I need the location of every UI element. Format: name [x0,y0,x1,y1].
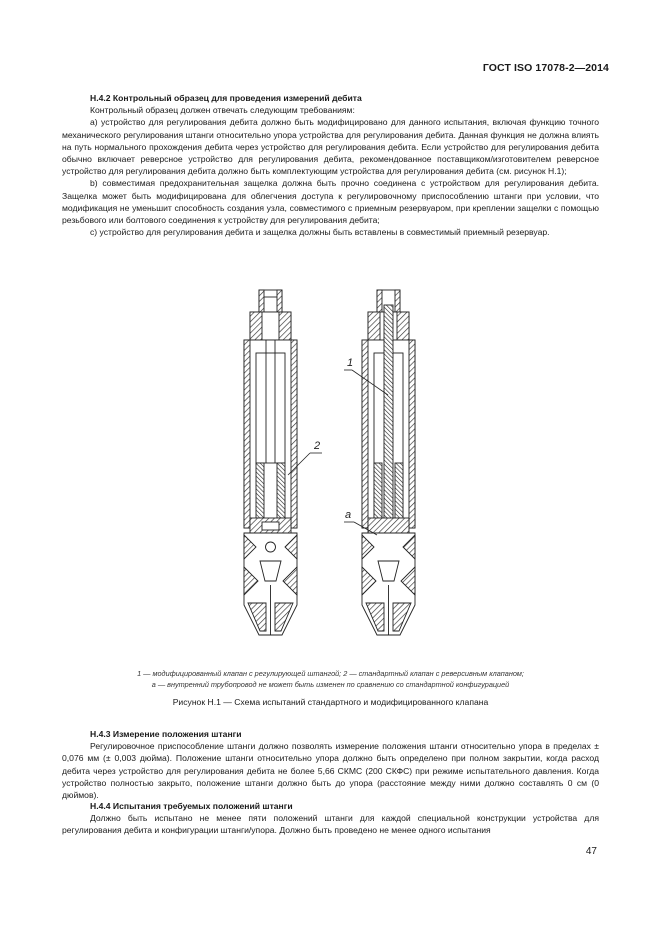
modified-valve [362,290,415,635]
section-h44 [62,800,599,837]
legend-line-1: 1 — модифицированный клапан с регулирующей штангой; 2 — стандартный клапан с реверсивным клапаном; [137,669,524,678]
figure-legend [62,668,599,690]
paragraph-h43: Регулировочное приспособление штанги должно позволять измерение положения штанги относительно упора в пределах ± 0,076 мм (± 0,003 дюйма). Положение штанги относительно упора должно быть определено при полном закрытии, когда расход дебита через устройство для регулирования дебита не более 5,66 СКМС (200 СКФС) при режиме испытательного давления. Когда устройство полностью закрыто, положение штанги должно быть до упора (расстояние между ними должно составлять 0 см (0 дюймов). [62,741,599,801]
standard-valve [244,290,297,635]
section-title: Н.4.3 Измерение положения штанги [90,729,242,739]
paragraph-intro: Контрольный образец должен отвечать следующим требованиям: [90,105,355,116]
label-a: a [345,509,352,521]
page-number: 47 [585,846,597,857]
section-h42 [62,92,599,238]
figure-caption: Рисунок Н.1 — Схема испытаний стандартного и модифицированного клапана [172,697,489,707]
label-2: 2 [314,440,321,452]
paragraph-h44: Должно быть испытано не менее пяти положений штанги для каждой специальной конструкции устройства для регулирования дебита и конфигурации штанги/упора. Должно быть проведено не менее одного испытания [62,813,599,836]
paragraph-item-b: b) совместимая предохранительная защелка должна быть прочно соединена с устройством для регулирования дебита. Защелка может быть модифицирована для облегчения доступа к регулировочному приспособлению штанги при условии, что модификация не уменьшит способность создания узла, совместимого с приемным резервуаром, при креплении защелки с помощью резьбового или болтового соединения к устройству для регулирования дебита; [62,178,599,226]
paragraph-item-a: a) устройство для регулирования дебита должно быть модифицировано для данного испытания, включая функцию точного механического регулирования штанги относительно упора устройства для регулирования дебита. Данная функция не должна влиять на путь нормального прохождения дебита через устройство для регулирования дебита. Если устройство для регулирования дебита обычно включает реверсное устройство для регулирования дебита, рекомендованное поставщиком/изготовителем реверсное устройство для регулирования дебита должно быть комплектующим устройства для регулирования дебита (см. рисунок Н.1); [62,117,599,177]
valve-diagram [230,285,430,655]
section-title: Н.4.4 Испытания требуемых положений штанги [90,801,293,811]
paragraph-item-c: c) устройство для регулирования дебита и защелка должны быть вставлены в совместимый приемный резервуар. [90,227,550,238]
document-header: ГОСТ ISO 17078-2—2014 [482,62,609,74]
section-title: Н.4.2 Контрольный образец для проведения измерений дебита [90,93,362,103]
section-h43 [62,728,599,801]
legend-line-2: a — внутренний трубопровод не может быть изменен по сравнению со стандартной конфигурацией [151,680,510,689]
label-1: 1 [347,357,354,369]
